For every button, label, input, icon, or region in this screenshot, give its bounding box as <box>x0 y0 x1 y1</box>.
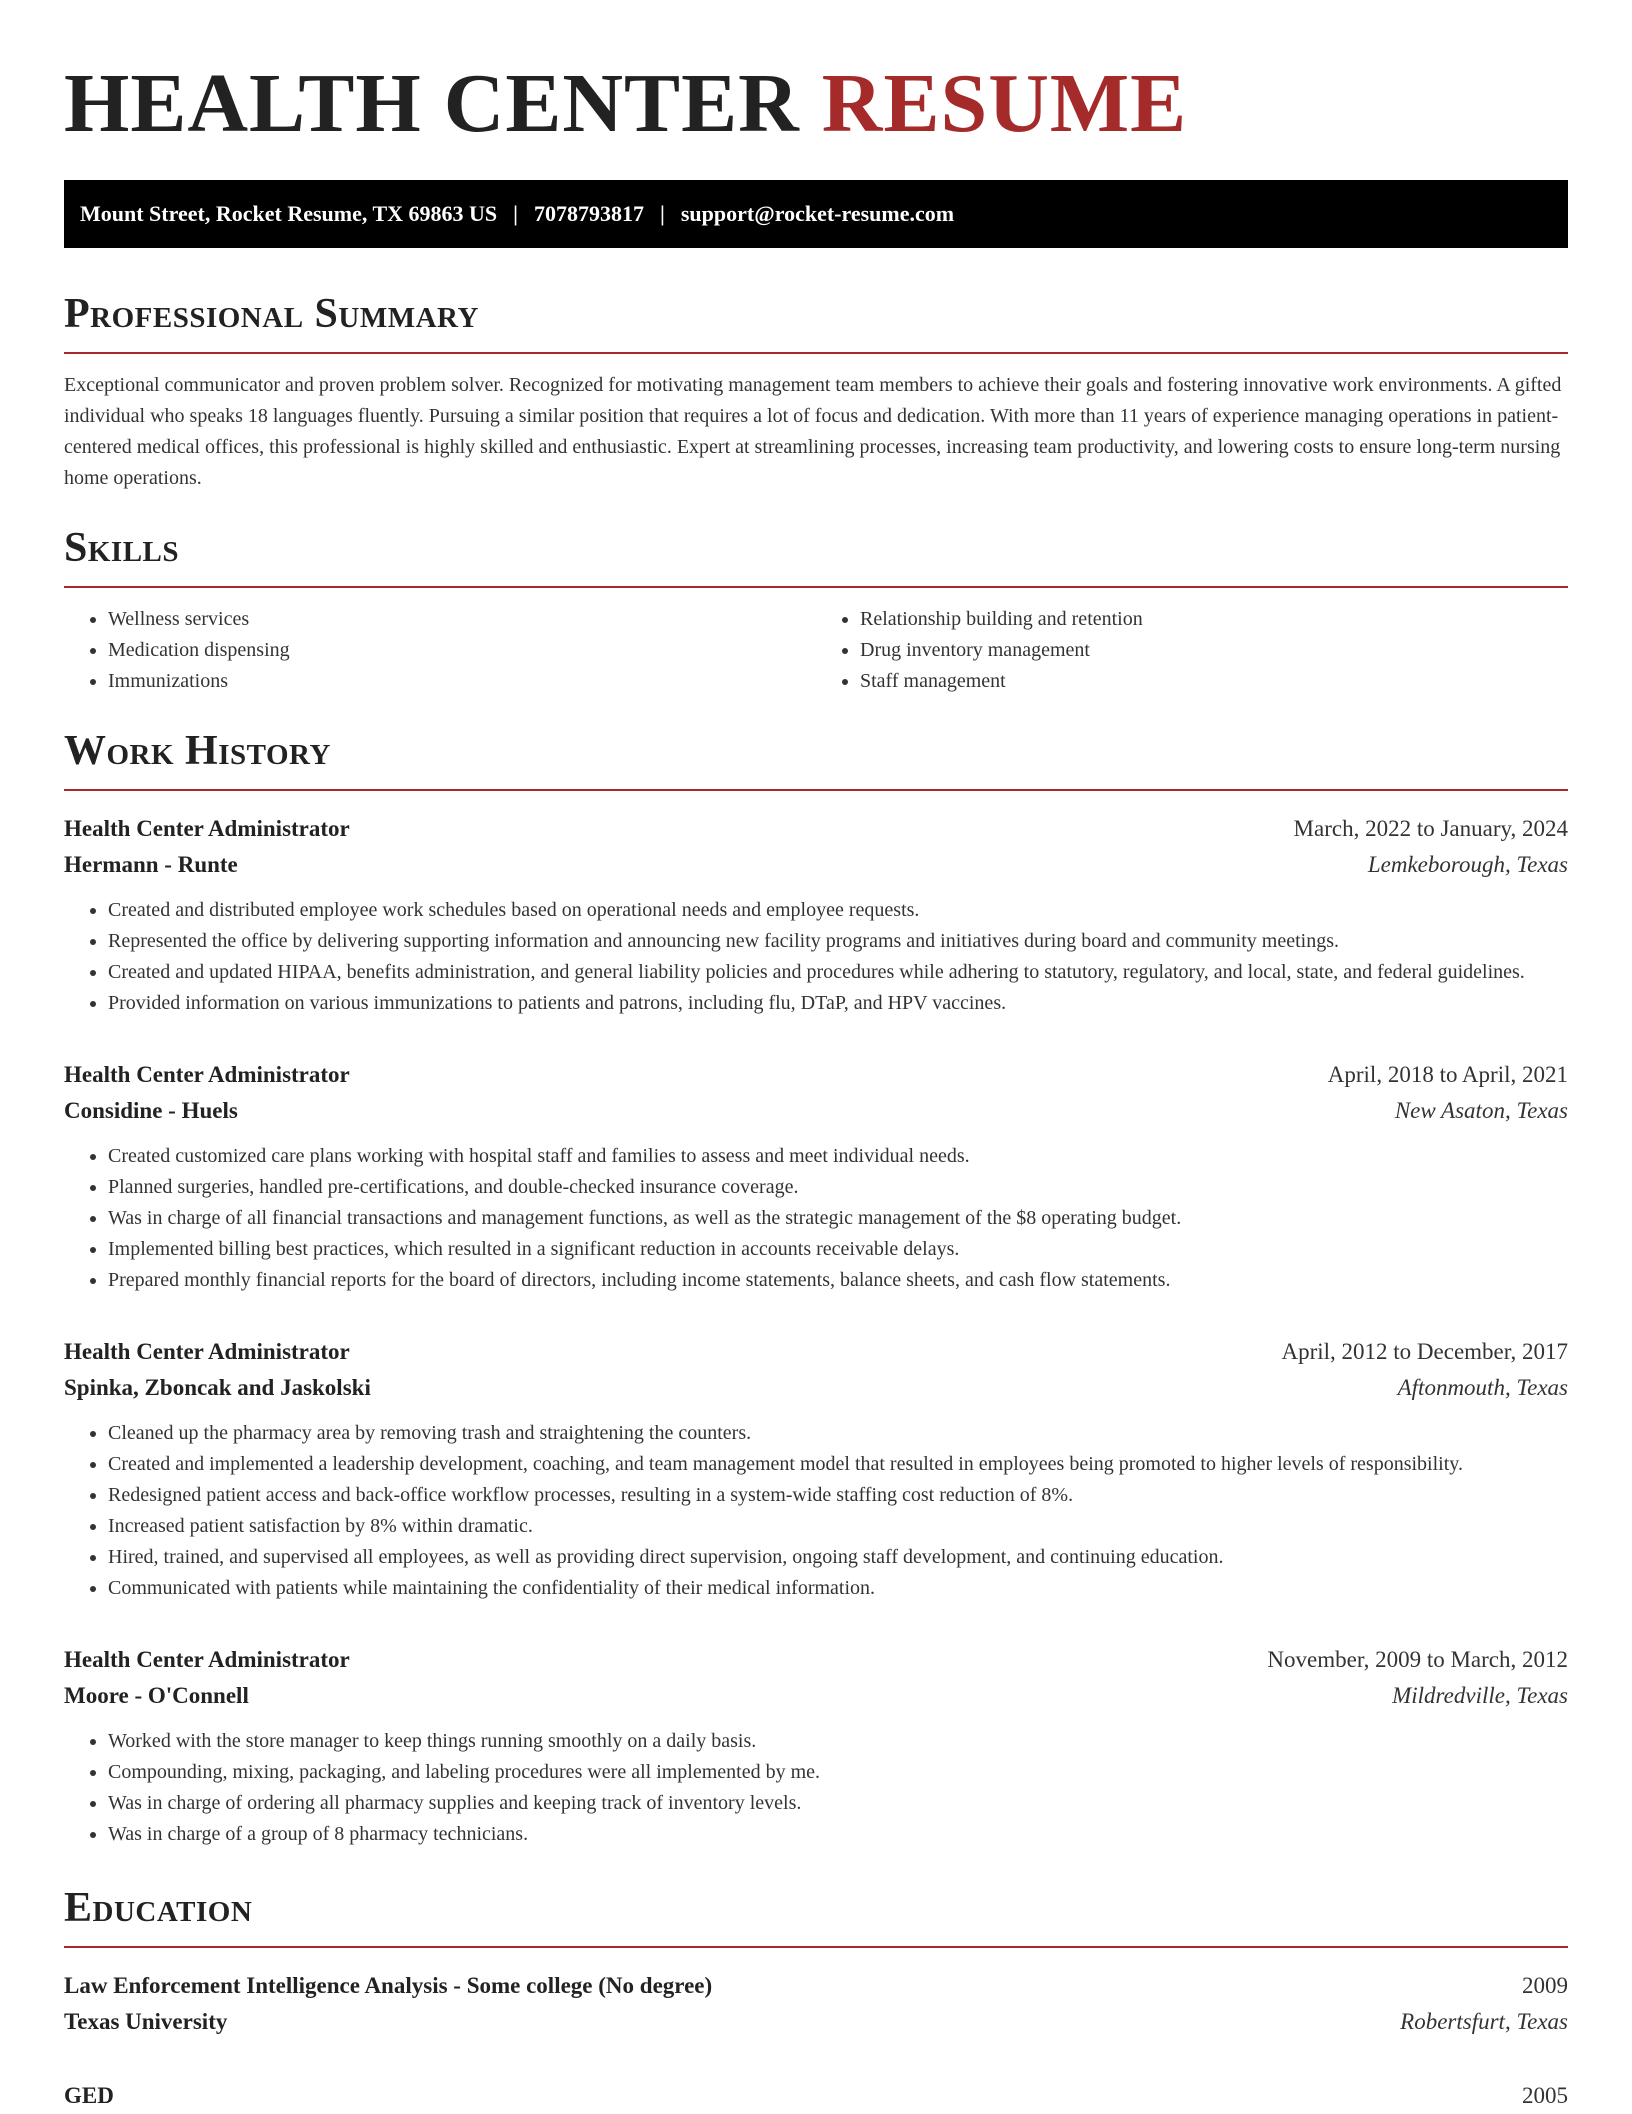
skills-grid <box>64 604 1568 697</box>
job-bullet: • Prepared monthly financial reports for the board of directors, including income statements, balance sheets, and cash flow statements. <box>108 1265 1568 1296</box>
summary-text: Exceptional communicator and proven problem solver. Recognized for motivating management team members to achieve their goals and fostering innovative work environments. A gifted individual who speaks 18 languages fluently. Pursuing a similar position that requires a lot of focus and dedication. With more than 11 years of experience managing operations in patient-centered medical offices, this professional is highly skilled and enthusiastic. Expert at streamlining processes, increasing team productivity, and lowering costs to ensure long-term nursing home operations. <box>64 374 1562 489</box>
section-divider <box>64 352 1568 354</box>
education-degree: GED <box>64 2083 114 2108</box>
job-bullet: • Increased patient satisfaction by 8% within dramatic. <box>108 1511 1568 1542</box>
job-location: Lemkeborough, Texas <box>1367 852 1568 877</box>
job-location: New Asaton, Texas <box>1394 1098 1568 1123</box>
education-entry <box>64 2078 1568 2114</box>
job-company: Hermann - Runte <box>64 852 238 877</box>
job-title: Health Center Administrator <box>64 816 350 841</box>
job-bullet: • Compounding, mixing, packaging, and labeling procedures were all implemented by me. <box>108 1757 1568 1788</box>
resume-title <box>64 0 1568 152</box>
job-bullet: • Worked with the store manager to keep things running smoothly on a daily basis. <box>108 1726 1568 1757</box>
title-accent: RESUME <box>821 57 1188 150</box>
job-header-row <box>64 1334 1568 1370</box>
education-entry <box>64 1968 1568 2040</box>
contact-email[interactable]: support@rocket-resume.com <box>680 201 955 226</box>
job-entry <box>64 1057 1568 1296</box>
section-divider <box>64 789 1568 791</box>
job-bullet: • Implemented billing best practices, which resulted in a significant reduction in accounts receivable delays. <box>108 1234 1568 1265</box>
section-heading-skills: Skills <box>64 525 180 571</box>
job-dates: March, 2022 to January, 2024 <box>1293 816 1568 841</box>
job-company-row <box>64 1678 1568 1714</box>
job-bullets <box>64 1418 1568 1604</box>
job-bullet: • Was in charge of a group of 8 pharmacy technicians. <box>108 1819 1568 1850</box>
contact-separator: | <box>513 201 519 226</box>
job-bullets <box>64 1726 1568 1850</box>
job-bullet: • Created and implemented a leadership development, coaching, and team management model that resulted in employees being promoted to higher levels of responsibility. <box>108 1449 1568 1480</box>
job-entry <box>64 811 1568 1019</box>
education-section <box>64 1882 1568 2114</box>
job-company-row <box>64 1093 1568 1129</box>
education-year: 2005 <box>1522 2083 1568 2108</box>
contact-separator: | <box>660 201 665 226</box>
skill-item: • Immunizations <box>108 666 816 697</box>
job-bullet: • Was in charge of all financial transactions and management functions, as well as the strategic management of the $8 operating budget. <box>108 1203 1568 1234</box>
job-bullet: • Cleaned up the pharmacy area by removing trash and straightening the counters. <box>108 1418 1568 1449</box>
job-bullet: • Created customized care plans working with hospital staff and families to assess and meet individual needs. <box>108 1141 1568 1172</box>
job-title: Health Center Administrator <box>64 1062 350 1087</box>
job-title: Health Center Administrator <box>64 1647 350 1672</box>
education-header-row <box>64 2078 1568 2114</box>
job-entry <box>64 1334 1568 1604</box>
job-company-row <box>64 1370 1568 1406</box>
skill-item: • Wellness services <box>108 604 816 635</box>
professional-summary-section <box>64 288 1568 494</box>
job-company: Moore - O'Connell <box>64 1683 249 1708</box>
job-location: Mildredville, Texas <box>1392 1683 1568 1708</box>
skills-list-left <box>64 604 816 697</box>
section-heading-work: Work History <box>64 728 331 774</box>
job-bullet: • Planned surgeries, handled pre-certifications, and double-checked insurance coverage. <box>108 1172 1568 1203</box>
contact-phone[interactable]: 7078793817 <box>534 201 645 226</box>
education-year: 2009 <box>1522 1973 1568 1998</box>
job-bullet: • Hired, trained, and supervised all employees, as well as providing direct supervision, ongoing staff development, and continuing education. <box>108 1542 1568 1573</box>
job-header-row <box>64 1642 1568 1678</box>
job-bullet: • Redesigned patient access and back-office workflow processes, resulting in a system-wide staffing cost reduction of 8%. <box>108 1480 1568 1511</box>
job-bullet: • Created and updated HIPAA, benefits administration, and general liability policies and procedures while adhering to statutory, regulatory, and local, state, and federal guidelines. <box>108 957 1568 988</box>
job-bullet: • Represented the office by delivering supporting information and announcing new facility programs and initiatives during board and community meetings. <box>108 926 1568 957</box>
job-bullet: • Created and distributed employee work schedules based on operational needs and employee requests. <box>108 895 1568 926</box>
contact-address: Mount Street, Rocket Resume, TX 69863 US <box>80 201 498 226</box>
section-heading-education: Education <box>64 1885 253 1931</box>
job-dates: April, 2018 to April, 2021 <box>1327 1062 1568 1087</box>
job-company: Spinka, Zboncak and Jaskolski <box>64 1375 371 1400</box>
section-heading-summary: Professional Summary <box>64 291 479 337</box>
job-company: Considine - Huels <box>64 1098 238 1123</box>
job-dates: April, 2012 to December, 2017 <box>1281 1339 1568 1364</box>
skill-item: • Relationship building and retention <box>860 604 1568 635</box>
education-school-row <box>64 2004 1568 2040</box>
job-bullet: • Was in charge of ordering all pharmacy supplies and keeping track of inventory levels. <box>108 1788 1568 1819</box>
title-main: HEALTH CENTER <box>64 57 800 150</box>
education-school: Texas University <box>64 2009 228 2034</box>
education-degree: Law Enforcement Intelligence Analysis - Some college (No degree) <box>64 1973 713 1998</box>
work-history-section <box>64 725 1568 1850</box>
job-title: Health Center Administrator <box>64 1339 350 1364</box>
job-entry <box>64 1642 1568 1850</box>
skills-list-right <box>816 604 1568 697</box>
job-dates: November, 2009 to March, 2012 <box>1267 1647 1568 1672</box>
job-bullets <box>64 895 1568 1019</box>
job-header-row <box>64 1057 1568 1093</box>
education-location: Robertsfurt, Texas <box>1400 2009 1568 2034</box>
job-bullet: • Communicated with patients while maintaining the confidentiality of their medical information. <box>108 1573 1568 1604</box>
skill-item: • Drug inventory management <box>860 635 1568 666</box>
section-divider <box>64 586 1568 588</box>
skills-section <box>64 522 1568 697</box>
job-header-row <box>64 811 1568 847</box>
skill-item: • Medication dispensing <box>108 635 816 666</box>
skill-item: • Staff management <box>860 666 1568 697</box>
job-bullet: • Provided information on various immunizations to patients and patrons, including flu, DTaP, and HPV vaccines. <box>108 988 1568 1019</box>
section-divider <box>64 1946 1568 1948</box>
education-header-row <box>64 1968 1568 2004</box>
job-company-row <box>64 847 1568 883</box>
contact-bar <box>64 180 1568 248</box>
resume-page <box>64 0 1568 2114</box>
job-location: Aftonmouth, Texas <box>1397 1375 1568 1400</box>
job-bullets <box>64 1141 1568 1296</box>
